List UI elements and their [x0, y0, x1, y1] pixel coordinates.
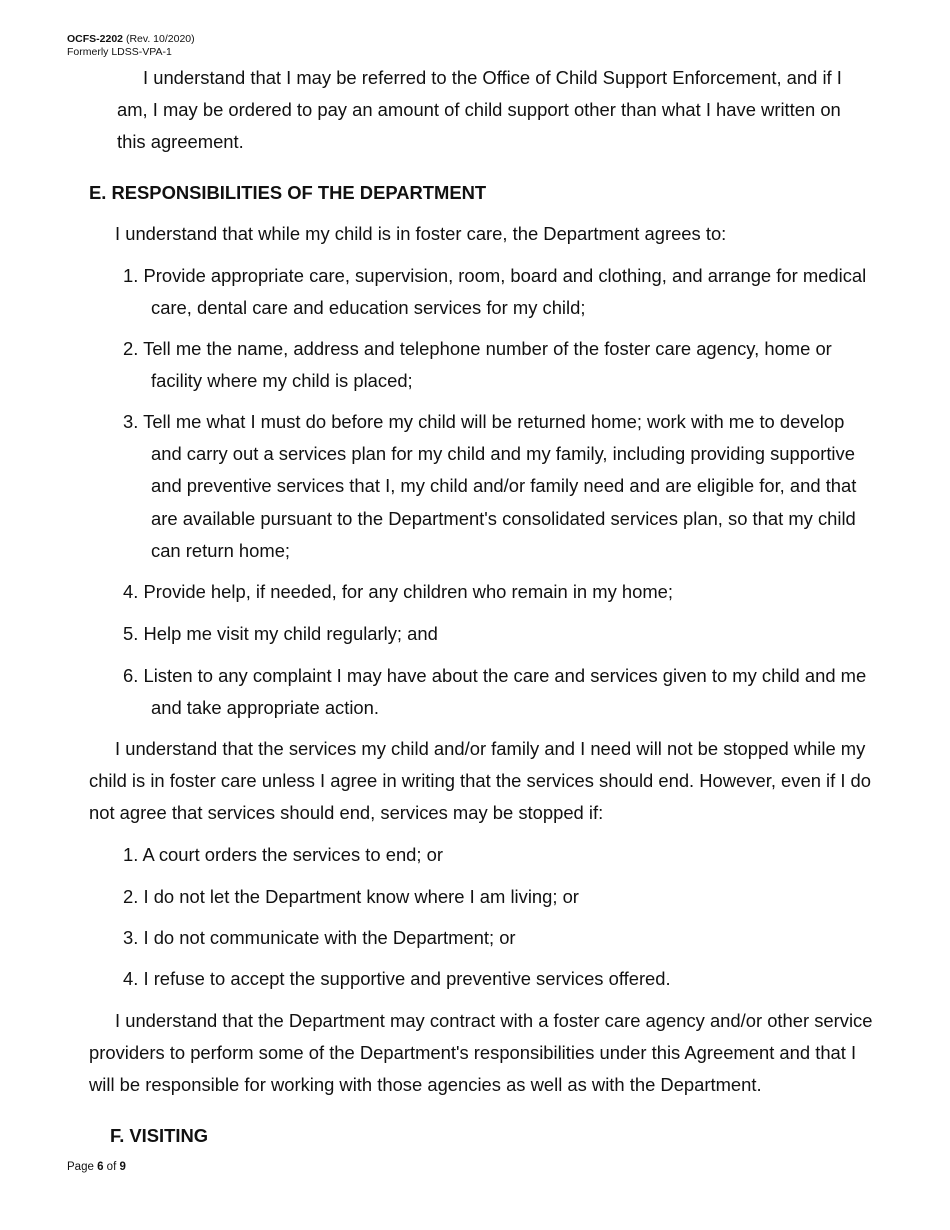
- section-e-lead: I understand that while my child is in foster care, the Department agrees to:: [115, 223, 727, 244]
- list-item-text: facility where my child is placed;: [151, 370, 413, 392]
- list-item-text: and take appropriate action.: [151, 697, 379, 719]
- responsibilities-list: [123, 576, 673, 608]
- list-item-number: 3.: [123, 927, 139, 948]
- list-item-text: can return home;: [151, 539, 291, 561]
- list-item-number: 1.: [123, 265, 139, 286]
- list-item: [123, 881, 671, 922]
- list-item-text: I refuse to accept the supportive and preventive services offered.: [143, 968, 671, 989]
- list-item-text: care, dental care and education services for my child;: [151, 297, 586, 319]
- responsibilities-list: [123, 333, 832, 397]
- list-item-number: 6.: [123, 665, 139, 686]
- page-current: 6: [97, 1161, 104, 1173]
- list-item-number: 4.: [123, 968, 139, 989]
- form-revision: (Rev. 10/2020): [125, 33, 195, 45]
- list-item-number: 5.: [123, 623, 139, 644]
- list-item: [123, 922, 671, 963]
- list-item-number: 2.: [123, 338, 139, 359]
- of-word: of: [106, 1161, 117, 1173]
- list-item: [123, 839, 671, 881]
- responsibilities-list: [123, 660, 866, 724]
- paragraph-line: I understand that the services my child and/or family and I need will not be stopped while my: [115, 738, 866, 759]
- paragraph-line: not agree that services should end, services may be stopped if:: [89, 802, 604, 824]
- list-item: [123, 963, 671, 995]
- list-item-text: and preventive services that I, my child and/or family need and are eligible for, and that: [151, 475, 857, 497]
- page-total: 9: [119, 1161, 126, 1173]
- list-item-text: Provide appropriate care, supervision, room, board and clothing, and arrange for medical: [138, 265, 867, 286]
- paragraph-line: providers to perform some of the Department's responsibilities under this Agreement and that I: [89, 1042, 857, 1064]
- section-f-heading: F. VISITING: [110, 1125, 209, 1146]
- responsibilities-list: [123, 406, 856, 567]
- form-header: [67, 33, 195, 59]
- list-item: [123, 406, 856, 567]
- list-item-text: are available pursuant to the Department's consolidated services plan, so that my child: [151, 507, 856, 529]
- list-item: [123, 660, 866, 724]
- list-item: [123, 260, 866, 324]
- paragraph-line: am, I may be ordered to pay an amount of child support other than what I have written on: [117, 99, 841, 121]
- responsibilities-list: [123, 618, 438, 650]
- page-word: Page: [67, 1161, 94, 1173]
- paragraph-line: I understand that I may be referred to the Office of Child Support Enforcement, and if I: [143, 67, 842, 88]
- list-item-text: Help me visit my child regularly; and: [143, 623, 438, 644]
- form-formerly: Formerly LDSS-VPA-1: [67, 46, 172, 58]
- stop-conditions-list: [123, 839, 671, 995]
- list-item: [123, 576, 673, 608]
- paragraph-line: this agreement.: [117, 131, 244, 153]
- list-item-text: Tell me the name, address and telephone number of the foster care agency, home or: [143, 338, 832, 359]
- form-id: OCFS-2202: [67, 33, 124, 45]
- paragraph-line: child is in foster care unless I agree in writing that the services should end. However, even if I do: [89, 770, 872, 792]
- list-item: [123, 333, 832, 397]
- responsibilities-list: [123, 260, 866, 324]
- list-item: [123, 618, 438, 650]
- list-item-number: 3.: [123, 411, 139, 432]
- list-item-text: Tell me what I must do before my child will be returned home; work with me to develop: [143, 411, 845, 432]
- child-support-paragraph: [117, 62, 842, 159]
- list-item-text: and carry out a services plan for my child and my family, including providing supportive: [151, 443, 855, 465]
- paragraph-line: will be responsible for working with those agencies as well as with the Department.: [89, 1074, 762, 1096]
- list-item-number: 1.: [123, 844, 139, 865]
- list-item-text: I do not let the Department know where I am living; or: [143, 886, 579, 907]
- list-item-text: A court orders the services to end; or: [142, 844, 443, 865]
- page-footer: [67, 1161, 126, 1173]
- list-item-text: Provide help, if needed, for any children who remain in my home;: [143, 581, 673, 602]
- services-paragraph: [89, 733, 871, 830]
- list-item-text: I do not communicate with the Department; or: [143, 927, 516, 948]
- form-id-line: [67, 33, 195, 46]
- list-item-number: 2.: [123, 886, 139, 907]
- section-e-heading: E. RESPONSIBILITIES OF THE DEPARTMENT: [89, 182, 487, 203]
- contract-paragraph: [89, 1005, 872, 1102]
- list-item-number: 4.: [123, 581, 139, 602]
- list-item-text: Listen to any complaint I may have about the care and services given to my child and me: [143, 665, 867, 686]
- paragraph-line: I understand that the Department may contract with a foster care agency and/or other service: [115, 1010, 873, 1031]
